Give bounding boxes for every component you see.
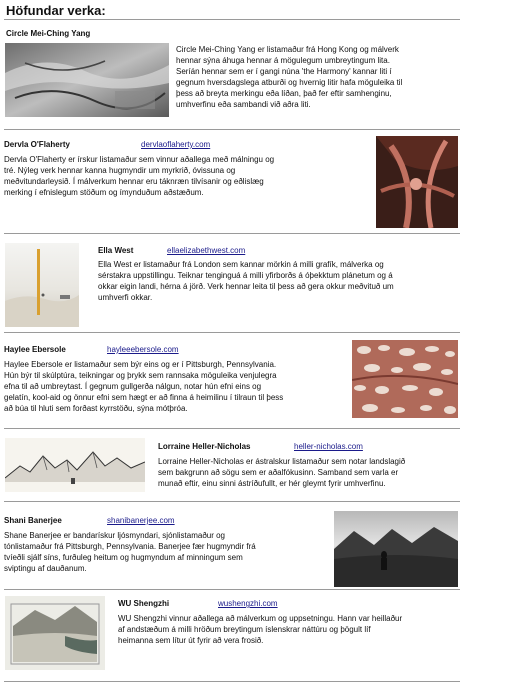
artist-name: WU Shengzhi	[118, 599, 170, 608]
divider	[4, 428, 460, 429]
artist-name: Lorraine Heller-Nicholas	[158, 442, 251, 451]
divider	[4, 332, 460, 333]
divider	[4, 233, 460, 234]
artist-bio: Lorraine Heller-Nicholas er ástralskur listamaður sem notar landslagið sem bakgrunn að sögu sem er aðalfókusinn. Samband sem varla er munað eftir, einu sinni ástríðufullt, er hér gleymt fyrir umhverfinu.	[158, 457, 406, 488]
artist-website-link[interactable]: heller-nicholas.com	[294, 442, 363, 451]
artwork-image	[334, 511, 458, 587]
artist-name: Haylee Ebersole	[4, 345, 66, 354]
artist-name: Ella West	[98, 246, 134, 255]
divider	[4, 681, 460, 682]
divider	[4, 19, 460, 20]
artist-website-link[interactable]: shanibanerjee.com	[107, 516, 175, 525]
artist-website-link[interactable]: wushengzhi.com	[218, 599, 278, 608]
divider	[4, 501, 460, 502]
divider	[4, 129, 460, 130]
artwork-image	[5, 438, 145, 492]
artist-bio: Haylee Ebersole er listamaður sem býr eins og er í Pittsburgh, Pennsylvania. Hún býr til skúlptúra, teikningar og þrykk sem rannsaka möguleika venjulegra efna til að umbreytast. Í gegnum gullgerða nálgun, notar hún efni eins og gelatín, kool-aid og önnur efni sem hægt er að finna á heimilinu í tilraun til þess að búa til hluti sem forðast kyrrstöðu, sýna mótþróa.	[4, 360, 284, 413]
artist-bio: WU Shengzhi vinnur aðallega að málverkum og uppsetningu. Hann var heillaður af andstæðum á milli hröðum breytingum íslenskrar náttúru og þögult líf heimanna sem lítur út fyrir að vera frosið.	[118, 614, 403, 645]
divider	[4, 589, 460, 590]
artwork-image	[5, 596, 105, 670]
artwork-image	[5, 43, 169, 117]
artist-bio: Dervla O'Flaherty er írskur listamaður sem vinnur aðallega með málningu og tré. Nýleg verk hennar kanna hugmyndir um myrkrið, óvissuna og meðvitundarleysið. Í málverkum hennar eru táknræn tilvísanir og eðlislæg merking í efnislegum stöðum og ímynduðum aðstæðum.	[4, 155, 275, 197]
artist-bio: Circle Mei-Ching Yang er listamaður frá Hong Kong og málverk hennar sýna áhuga hennar á mögulegum umbreytingum lita. Seríán hennar sem er í gangi núna 'the Harmony' kannar liti í gegnum hversdagslega atburði og hvernig litir hafa möguleika til þess að breyta merkingu eða líðan, það fer eftir samhenginu, umhverfinu eða sambandi við aðra liti.	[176, 45, 403, 109]
artwork-image	[5, 243, 79, 327]
artist-name: Dervla O'Flaherty	[4, 140, 70, 149]
artist-website-link[interactable]: dervlaoflaherty.com	[141, 140, 211, 149]
page-title: Höfundar verka:	[6, 3, 106, 18]
artist-name: Circle Mei-Ching Yang	[6, 29, 91, 38]
artist-bio: Ella West er listamaður frá London sem kannar mörkin á milli grafík, málverka og sérstakra uppstillingu. Teiknar tenginguá á milli yfirborðs á óþekktum plánetum og á okkar eigin landi, hérna á jörð. Verk hennar leita til þess að gera okkur meðvituð um umhverfi okkar.	[98, 260, 394, 302]
artwork-image	[376, 136, 458, 228]
artist-name: Shani Banerjee	[4, 516, 62, 525]
artist-bio: Shane Banerjee er bandarískur ljósmyndari, sjónlistamaður og tónlistamaður frá Pittsburgh, Pennsylvania. Banerjee fær hugmyndir frá tvíeðli sjálf síns, furðuleg heitum og hugmyndum af minningum sem sviptingu af dauðanum.	[4, 531, 256, 573]
artist-website-link[interactable]: ellaelizabethwest.com	[167, 246, 246, 255]
artist-website-link[interactable]: hayleeebersole.com	[107, 345, 179, 354]
artwork-image	[352, 340, 458, 418]
